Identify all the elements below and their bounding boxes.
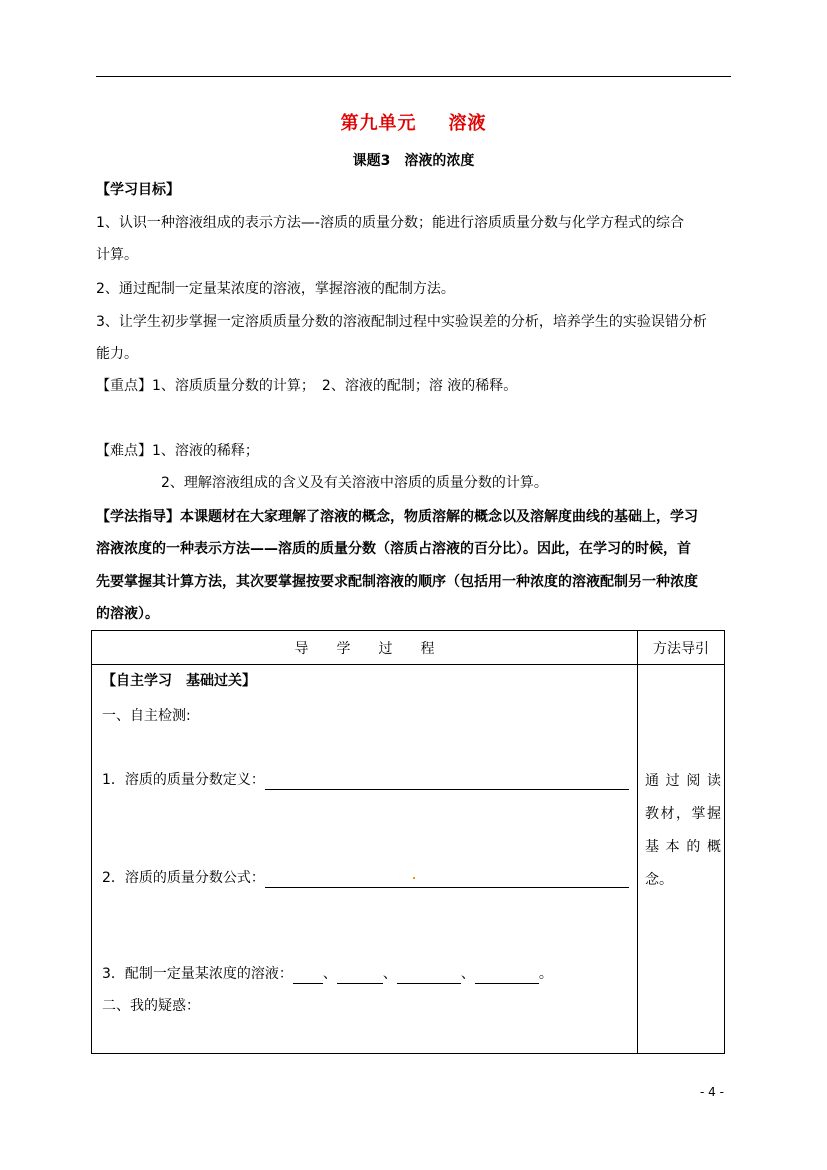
method-hint-line4: 念。 [645,872,673,888]
question-3 [102,964,553,984]
question-3-blank-4[interactable] [475,969,539,984]
header-rule [96,76,731,77]
method-hint-header: 方法导引 [638,631,725,665]
question-3-blank-1[interactable] [293,969,323,984]
self-check-heading: 一、自主检测: [102,708,191,724]
doubts-heading: 二、我的疑惑： [102,998,200,1014]
objectives-heading: 【学习目标】 [96,182,180,198]
key-points: 【重点】1、溶质质量分数的计算； 2、溶液的配制；溶 液的稀释。 [96,378,518,394]
question-2-answer-blank[interactable] [265,873,629,888]
guide-process-header: 导学过程 [92,631,638,665]
method-guide-line3: 先要掌握其计算方法，其次要掌握按要求配制溶液的顺序（包括用一种浓度的溶液配制另一种浓度 [96,574,698,590]
question-3-sep-3: 、 [460,966,475,982]
method-hint-line2: 教材，掌握 [645,806,721,822]
method-hint-line1: 通过阅读 [645,773,721,789]
question-3-sep-1: 、 [322,966,337,982]
objective-3-line1: 3、让学生初步掌握一定溶质质量分数的溶液配制过程中实验误差的分析，培养学生的实验误错分析 [96,314,707,330]
guide-table [91,630,725,1054]
objective-1-line1: 1、认识一种溶液组成的表示方法—-溶质的质量分数；能进行溶质质量分数与化学方程式的综合 [96,215,684,231]
question-3-sep-2: 、 [382,966,397,982]
method-guide-line1: 【学法指导】本课题材在大家理解了溶液的概念，物质溶解的概念以及溶解度曲线的基础上，学习 [96,509,698,525]
objective-2: 2、通过配制一定量某浓度的溶液，掌握溶液的配制方法。 [96,281,455,297]
objective-1-line2: 计算。 [96,247,138,263]
method-hint-cell [638,665,725,1054]
method-hint-text [645,765,721,897]
method-hint-line3: 基本的概 [645,839,721,855]
question-1 [102,770,629,790]
question-3-label: 3．配制一定量某浓度的溶液： [102,966,293,982]
question-2 [102,868,629,888]
question-3-blank-3[interactable] [397,969,461,984]
difficulties-line1: 【难点】1、溶液的稀释； [96,443,259,459]
unit-title-part1: 第九单元 [340,113,417,134]
unit-title [0,109,827,135]
question-2-label: 2．溶质的质量分数公式： [102,870,265,886]
question-3-blank-2[interactable] [337,969,383,984]
method-guide-line4: 的溶液）。 [96,606,159,622]
self-study-heading: 【自主学习 基础过关】 [102,673,256,689]
question-1-label: 1．溶质的质量分数定义： [102,772,265,788]
question-3-end: 。 [538,966,553,982]
question-1-answer-blank[interactable] [265,775,629,790]
stray-mark [413,877,415,879]
unit-title-part2: 溶液 [448,113,487,134]
lesson-subtitle: 课题3 溶液的浓度 [352,153,475,169]
difficulties-line2: 2、理解溶液组成的含义及有关溶液中溶质的质量分数的计算。 [161,475,548,491]
page-number: - 4 - [700,1085,724,1099]
objective-3-line2: 能力。 [96,346,138,362]
guide-process-cell [92,665,638,1054]
method-guide-line2: 溶液浓度的一种表示方法——溶质的质量分数（溶质占溶液的百分比）。因此，在学习的时候，首 [96,541,691,557]
